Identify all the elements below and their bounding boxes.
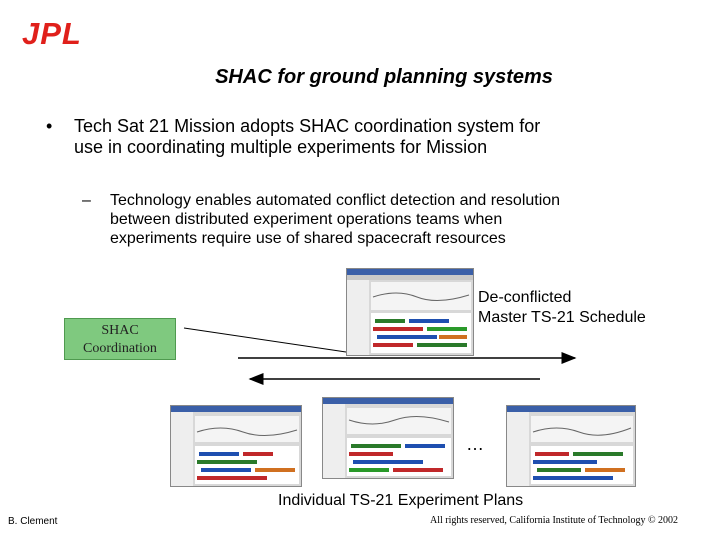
- experiment-plan-screenshot: [322, 397, 454, 479]
- footer-copyright: All rights reserved, California Institute of Technology © 2002: [430, 515, 679, 526]
- shac-box-line1: SHAC: [101, 323, 139, 338]
- experiment-plans-label: Individual TS-21 Experiment Plans: [278, 492, 524, 509]
- sub-bullet-text: Technology enables automated conflict detection and resolution between distributed experiment operations teams when experiments require use of shared spacecraft resources: [110, 192, 561, 247]
- master-schedule-screenshot: [346, 268, 474, 356]
- master-label-line1: De-conflicted: [478, 289, 572, 306]
- shac-to-master-line: [184, 328, 346, 352]
- footer-author: B. Clement: [8, 516, 58, 527]
- shac-box-line2: Coordination: [83, 341, 157, 356]
- shac-coordination-box: [64, 318, 176, 360]
- experiment-plan-screenshot: [170, 405, 302, 487]
- slide-title: SHAC for ground planning systems: [215, 66, 553, 88]
- bullet-text: Tech Sat 21 Mission adopts SHAC coordination system for use in coordinating multiple experiments for Mission: [74, 116, 541, 157]
- bullet-marker: •: [46, 116, 53, 136]
- experiment-plan-screenshot: [506, 405, 636, 487]
- master-schedule-label: [478, 288, 646, 328]
- master-label-line2: Master TS-21 Schedule: [478, 309, 646, 326]
- svg-text:JPL: JPL: [22, 18, 82, 48]
- ellipsis: …: [466, 434, 484, 454]
- sub-bullet-marker: –: [82, 192, 91, 209]
